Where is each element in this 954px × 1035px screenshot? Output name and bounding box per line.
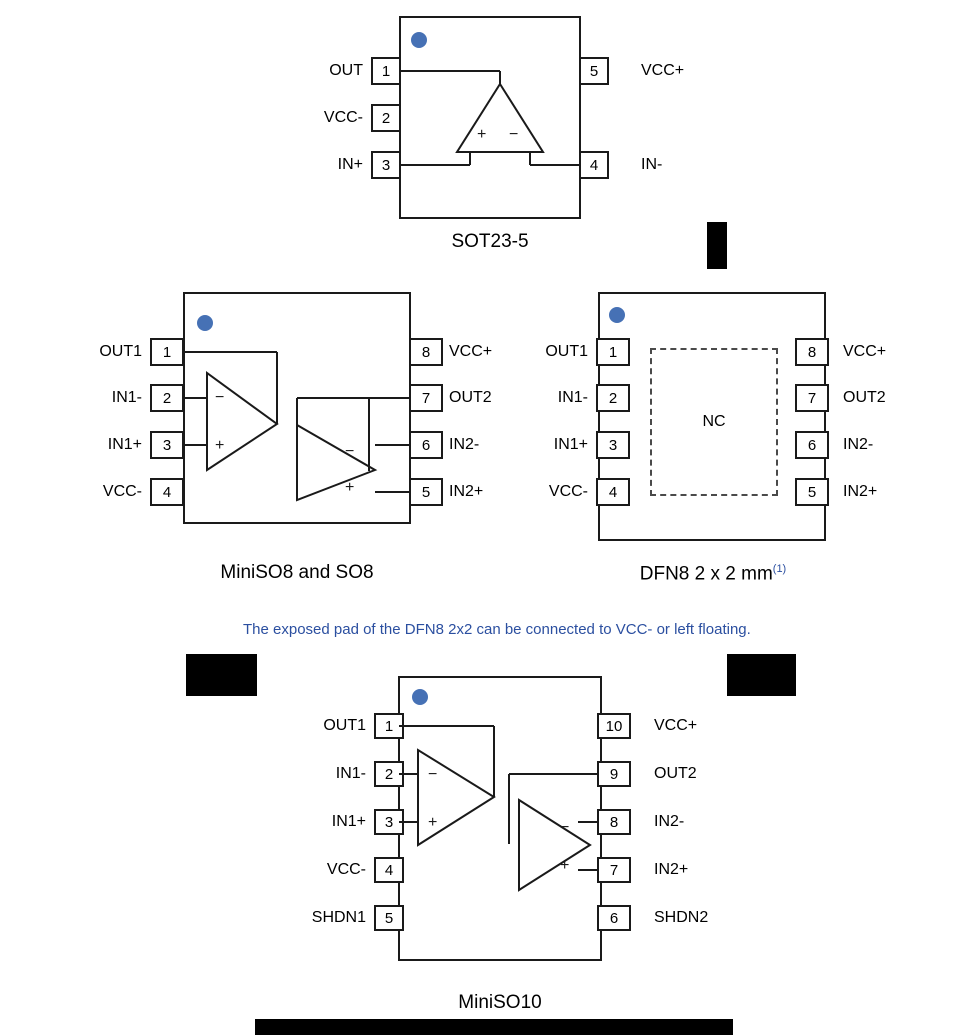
- pin-3: [596, 431, 630, 459]
- pin-number: 2: [608, 389, 618, 407]
- pin-label-vcc-minus: VCC-: [548, 483, 588, 500]
- pin1-dot-icon: [197, 315, 213, 331]
- pin-number: 6: [421, 436, 431, 454]
- svg-text:+: +: [560, 857, 570, 874]
- pin-label-out1: OUT1: [323, 717, 366, 734]
- pin-1: [371, 57, 401, 85]
- caption-dfn8: [600, 563, 826, 585]
- pin-number: 6: [609, 909, 619, 927]
- pin-label-out2: OUT2: [654, 765, 697, 782]
- pin-label-in2-plus: IN2+: [654, 861, 689, 878]
- pin-label-shdn2: SHDN2: [654, 909, 709, 926]
- pin-number: 1: [162, 343, 172, 361]
- pin-number: 9: [609, 765, 619, 783]
- pin-number: 1: [381, 62, 391, 80]
- svg-text:−: −: [345, 443, 355, 460]
- pin-label-vcc-plus: VCC+: [654, 717, 698, 734]
- pin-label-in-plus: IN+: [337, 156, 363, 173]
- redaction-bar-2: [186, 654, 257, 696]
- pin-2: [374, 761, 404, 787]
- pin-number: 5: [589, 62, 599, 80]
- pin-3: [371, 151, 401, 179]
- pin-number: 2: [162, 389, 172, 407]
- pin-number: 1: [384, 717, 394, 735]
- pin-number: 7: [807, 389, 817, 407]
- pin-label-vcc-plus: VCC+: [843, 343, 887, 360]
- pin-number: 3: [608, 436, 618, 454]
- pin-2: [596, 384, 630, 412]
- pin-7: [795, 384, 829, 412]
- pin-8: [409, 338, 443, 366]
- pin-label-in1-minus: IN1-: [557, 389, 588, 406]
- pin-label-out1: OUT1: [99, 343, 142, 360]
- pin-number: 5: [384, 909, 394, 927]
- pin-label-in2-plus: IN2+: [843, 483, 878, 500]
- pin-number: 4: [589, 156, 599, 174]
- redaction-bar-4: [255, 1019, 733, 1035]
- pin-2: [150, 384, 184, 412]
- pin-number: 6: [807, 436, 817, 454]
- miniso8-body: [183, 292, 411, 524]
- pin-6: [409, 431, 443, 459]
- pin-label-in1-plus: IN1+: [553, 436, 588, 453]
- miniso10-body: [398, 676, 602, 961]
- pin-number: 4: [384, 861, 394, 879]
- pin-5: [374, 905, 404, 931]
- pin-7: [409, 384, 443, 412]
- pin-4: [150, 478, 184, 506]
- pin-label-vcc-plus: VCC+: [641, 62, 685, 79]
- pin-9: [597, 761, 631, 787]
- pin-7: [597, 857, 631, 883]
- sot23-5-body: [399, 16, 581, 219]
- pin-6: [597, 905, 631, 931]
- pin-3: [374, 809, 404, 835]
- caption-miniso10: MiniSO10: [458, 992, 542, 1013]
- svg-text:−: −: [215, 389, 225, 406]
- pin1-dot-icon: [411, 32, 427, 48]
- pin-number: 8: [807, 343, 817, 361]
- pin-label-in1-plus: IN1+: [107, 436, 142, 453]
- pin-number: 7: [609, 861, 619, 879]
- pin-label-in1-minus: IN1-: [335, 765, 366, 782]
- redaction-bar-1: [707, 222, 727, 269]
- redaction-bar-3: [727, 654, 796, 696]
- pin-label-in2-plus: IN2+: [449, 483, 484, 500]
- pin-1: [596, 338, 630, 366]
- pin-label-in2-minus: IN2-: [449, 436, 480, 453]
- svg-text:+: +: [345, 479, 355, 496]
- pin-8: [795, 338, 829, 366]
- pin-label-in-minus: IN-: [641, 156, 663, 173]
- pin-number: 3: [162, 436, 172, 454]
- pin-6: [795, 431, 829, 459]
- pin-5: [409, 478, 443, 506]
- pin-4: [374, 857, 404, 883]
- pin-number: 1: [608, 343, 618, 361]
- pin-label-shdn1: SHDN1: [311, 909, 366, 926]
- pin-number: 5: [807, 483, 817, 501]
- caption-dfn8-footnote-ref: (1): [772, 563, 787, 575]
- pin-number: 3: [384, 813, 394, 831]
- exposed-pad-note: The exposed pad of the DFN8 2x2 can be connected to VCC- or left floating.: [243, 621, 751, 638]
- pin-8: [597, 809, 631, 835]
- caption-sot23-5: SOT23-5: [451, 231, 529, 252]
- exposed-pad-label: NC: [702, 413, 726, 430]
- svg-text:+: +: [215, 437, 225, 454]
- pin-label-out2: OUT2: [449, 389, 492, 406]
- caption-dfn8-text: DFN8 2 x 2 mm: [639, 563, 773, 585]
- pin-number: 10: [605, 717, 623, 735]
- pin-label-vcc-minus: VCC-: [323, 109, 363, 126]
- svg-text:−: −: [509, 126, 519, 143]
- pin-label-vcc-minus: VCC-: [326, 861, 366, 878]
- svg-text:−: −: [560, 819, 570, 836]
- svg-text:−: −: [428, 766, 438, 783]
- pin-label-in1-minus: IN1-: [111, 389, 142, 406]
- pin-4: [579, 151, 609, 179]
- pin-number: 8: [421, 343, 431, 361]
- pin-number: 2: [384, 765, 394, 783]
- pin-5: [579, 57, 609, 85]
- pin-number: 7: [421, 389, 431, 407]
- pin-1: [150, 338, 184, 366]
- pin-4: [596, 478, 630, 506]
- pin-label-vcc-minus: VCC-: [102, 483, 142, 500]
- pin-label-in2-minus: IN2-: [654, 813, 685, 830]
- pin-label-in2-minus: IN2-: [843, 436, 874, 453]
- pin1-dot-icon: [609, 307, 625, 323]
- pin-label-out: OUT: [329, 62, 363, 79]
- pin-label-out1: OUT1: [545, 343, 588, 360]
- caption-miniso8-so8: MiniSO8 and SO8: [220, 562, 374, 583]
- pin-number: 3: [381, 156, 391, 174]
- pin-number: 5: [421, 483, 431, 501]
- pin-number: 4: [608, 483, 618, 501]
- pin-3: [150, 431, 184, 459]
- svg-text:+: +: [428, 814, 438, 831]
- pin-2: [371, 104, 401, 132]
- pin-label-out2: OUT2: [843, 389, 886, 406]
- pin-label-vcc-plus: VCC+: [449, 343, 493, 360]
- svg-text:+: +: [477, 126, 487, 143]
- pin1-dot-icon: [412, 689, 428, 705]
- pin-label-in1-plus: IN1+: [331, 813, 366, 830]
- pin-number: 4: [162, 483, 172, 501]
- pin-number: 8: [609, 813, 619, 831]
- pin-5: [795, 478, 829, 506]
- pin-10: [597, 713, 631, 739]
- pin-1: [374, 713, 404, 739]
- pin-number: 2: [381, 109, 391, 127]
